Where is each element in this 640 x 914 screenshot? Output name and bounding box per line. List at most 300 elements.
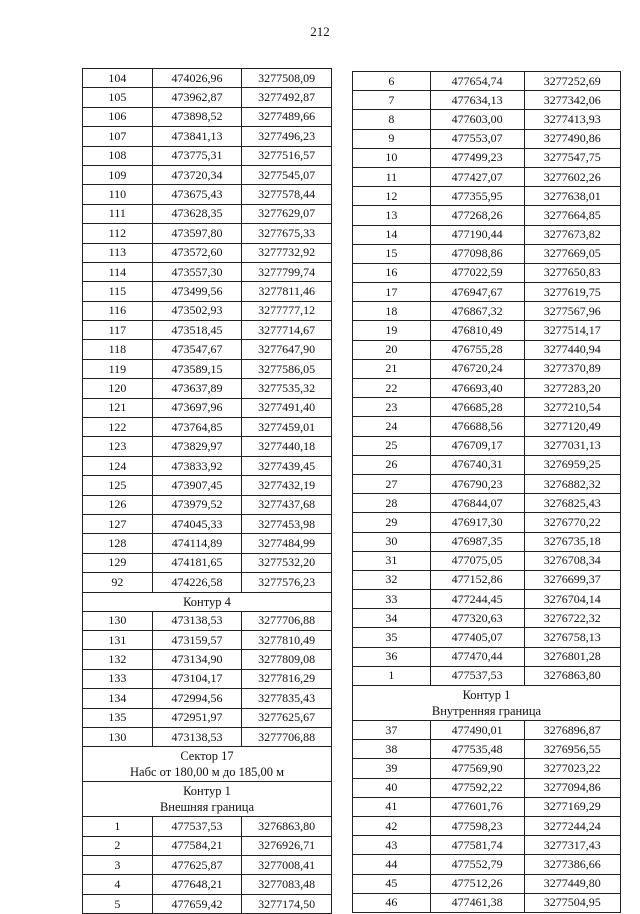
table-row xyxy=(353,759,621,778)
table-row xyxy=(353,398,621,417)
x-coordinate: 477634,13 xyxy=(430,91,524,110)
y-coordinate: 3277650,83 xyxy=(524,263,620,282)
y-coordinate: 3277437,68 xyxy=(242,495,332,514)
y-coordinate: 3277516,57 xyxy=(242,146,332,165)
x-coordinate: 474181,65 xyxy=(152,553,242,572)
x-coordinate: 473898,52 xyxy=(152,107,242,126)
point-number: 17 xyxy=(353,283,431,302)
point-number: 24 xyxy=(353,417,431,436)
x-coordinate: 473104,17 xyxy=(152,669,242,688)
table-row xyxy=(353,647,621,666)
table-row xyxy=(353,532,621,551)
y-coordinate: 3277706,88 xyxy=(242,727,332,746)
table-row xyxy=(353,474,621,493)
table-row xyxy=(83,611,332,630)
table-row xyxy=(353,893,621,912)
table-row xyxy=(353,666,621,685)
y-coordinate: 3277532,20 xyxy=(242,553,332,572)
y-coordinate: 3276956,55 xyxy=(524,740,620,759)
y-coordinate: 3276863,80 xyxy=(524,666,620,685)
point-number: 46 xyxy=(353,893,431,912)
x-coordinate: 473675,43 xyxy=(152,185,242,204)
table-row xyxy=(83,875,332,894)
y-coordinate: 3276758,13 xyxy=(524,628,620,647)
y-coordinate: 3277492,87 xyxy=(242,88,332,107)
point-number: 35 xyxy=(353,628,431,647)
x-coordinate: 477470,44 xyxy=(430,647,524,666)
table-row xyxy=(353,340,621,359)
x-coordinate: 477152,86 xyxy=(430,570,524,589)
point-number: 15 xyxy=(353,244,431,263)
y-coordinate: 3277706,88 xyxy=(242,611,332,630)
x-coordinate: 476947,67 xyxy=(430,283,524,302)
table-row xyxy=(353,91,621,110)
table-row xyxy=(353,551,621,570)
y-coordinate: 3276959,25 xyxy=(524,455,620,474)
x-coordinate: 473775,31 xyxy=(152,146,242,165)
x-coordinate: 477499,23 xyxy=(430,148,524,167)
x-coordinate: 477075,05 xyxy=(430,551,524,570)
point-number: 28 xyxy=(353,494,431,513)
point-number: 5 xyxy=(83,894,153,913)
point-number: 127 xyxy=(83,514,153,533)
x-coordinate: 473138,53 xyxy=(152,611,242,630)
x-coordinate: 473138,53 xyxy=(152,727,242,746)
point-number: 6 xyxy=(353,72,431,91)
table-row xyxy=(353,379,621,398)
y-coordinate: 3276825,43 xyxy=(524,494,620,513)
point-number: 32 xyxy=(353,570,431,589)
table-row xyxy=(83,262,332,281)
table-row xyxy=(353,283,621,302)
point-number: 4 xyxy=(83,875,153,894)
y-coordinate: 3277602,26 xyxy=(524,167,620,186)
y-coordinate: 3277252,69 xyxy=(524,72,620,91)
table-row xyxy=(83,650,332,669)
point-number: 123 xyxy=(83,437,153,456)
point-number: 116 xyxy=(83,301,153,320)
table-row xyxy=(83,689,332,708)
table-row xyxy=(83,321,332,340)
y-coordinate: 3277439,45 xyxy=(242,456,332,475)
y-coordinate: 3277504,95 xyxy=(524,893,620,912)
y-coordinate: 3277578,44 xyxy=(242,185,332,204)
table-row xyxy=(353,244,621,263)
y-coordinate: 3277489,66 xyxy=(242,107,332,126)
point-number: 36 xyxy=(353,647,431,666)
point-number: 105 xyxy=(83,88,153,107)
point-number: 126 xyxy=(83,495,153,514)
table-row xyxy=(353,302,621,321)
x-coordinate: 476867,32 xyxy=(430,302,524,321)
y-coordinate: 3277586,05 xyxy=(242,359,332,378)
y-coordinate: 3277023,22 xyxy=(524,759,620,778)
x-coordinate: 473572,60 xyxy=(152,243,242,262)
x-coordinate: 473697,96 xyxy=(152,398,242,417)
x-coordinate: 473637,89 xyxy=(152,379,242,398)
table-row xyxy=(353,167,621,186)
table-row xyxy=(83,630,332,649)
y-coordinate: 3276770,22 xyxy=(524,513,620,532)
table-row xyxy=(83,165,332,184)
y-coordinate: 3277811,46 xyxy=(242,282,332,301)
table-row xyxy=(353,570,621,589)
y-coordinate: 3276882,32 xyxy=(524,474,620,493)
point-number: 27 xyxy=(353,474,431,493)
x-coordinate: 477320,63 xyxy=(430,609,524,628)
point-number: 44 xyxy=(353,855,431,874)
x-coordinate: 473159,57 xyxy=(152,630,242,649)
y-coordinate: 3277317,43 xyxy=(524,836,620,855)
x-coordinate: 473547,67 xyxy=(152,340,242,359)
x-coordinate: 474026,96 xyxy=(152,69,242,88)
x-coordinate: 477552,79 xyxy=(430,855,524,874)
table-row xyxy=(83,340,332,359)
x-coordinate: 477603,00 xyxy=(430,110,524,129)
point-number: 110 xyxy=(83,185,153,204)
x-coordinate: 473134,90 xyxy=(152,650,242,669)
y-coordinate: 3276863,80 xyxy=(242,817,332,836)
x-coordinate: 477427,07 xyxy=(430,167,524,186)
x-coordinate: 473841,13 xyxy=(152,127,242,146)
table-row xyxy=(83,146,332,165)
x-coordinate: 477461,38 xyxy=(430,893,524,912)
y-coordinate: 3277638,01 xyxy=(524,187,620,206)
point-number: 92 xyxy=(83,573,153,592)
point-number: 134 xyxy=(83,689,153,708)
x-coordinate: 473597,80 xyxy=(152,224,242,243)
x-coordinate: 473499,56 xyxy=(152,282,242,301)
point-number: 22 xyxy=(353,379,431,398)
x-coordinate: 476917,30 xyxy=(430,513,524,532)
left-coordinates-table xyxy=(82,68,332,914)
point-number: 33 xyxy=(353,590,431,609)
table-row xyxy=(353,321,621,340)
point-number: 37 xyxy=(353,721,431,740)
table-row xyxy=(83,836,332,855)
point-number: 19 xyxy=(353,321,431,340)
x-coordinate: 477648,21 xyxy=(152,875,242,894)
table-row xyxy=(353,148,621,167)
point-number: 106 xyxy=(83,107,153,126)
y-coordinate: 3276704,14 xyxy=(524,590,620,609)
table-row xyxy=(83,669,332,688)
table-row xyxy=(353,206,621,225)
point-number: 133 xyxy=(83,669,153,688)
point-number: 11 xyxy=(353,167,431,186)
y-coordinate: 3277496,23 xyxy=(242,127,332,146)
table-row xyxy=(83,301,332,320)
x-coordinate: 477490,01 xyxy=(430,721,524,740)
x-coordinate: 476709,17 xyxy=(430,436,524,455)
x-coordinate: 477553,07 xyxy=(430,129,524,148)
point-number: 31 xyxy=(353,551,431,570)
x-coordinate: 476740,31 xyxy=(430,455,524,474)
point-number: 18 xyxy=(353,302,431,321)
y-coordinate: 3277567,96 xyxy=(524,302,620,321)
y-coordinate: 3277031,13 xyxy=(524,436,620,455)
y-coordinate: 3277008,41 xyxy=(242,856,332,875)
point-number: 39 xyxy=(353,759,431,778)
point-number: 129 xyxy=(83,553,153,572)
x-coordinate: 477405,07 xyxy=(430,628,524,647)
contour-1-subtitle: Внешняя граница xyxy=(159,800,255,815)
y-coordinate: 3277432,19 xyxy=(242,476,332,495)
x-coordinate: 477659,42 xyxy=(152,894,242,913)
y-coordinate: 3277547,75 xyxy=(524,148,620,167)
point-number: 130 xyxy=(83,611,153,630)
y-coordinate: 3276722,32 xyxy=(524,609,620,628)
table-row xyxy=(83,514,332,533)
point-number: 112 xyxy=(83,224,153,243)
table-row xyxy=(353,494,621,513)
y-coordinate: 3277244,24 xyxy=(524,816,620,835)
y-coordinate: 3277799,74 xyxy=(242,262,332,281)
y-coordinate: 3277675,33 xyxy=(242,224,332,243)
y-coordinate: 3277816,29 xyxy=(242,669,332,688)
x-coordinate: 473833,92 xyxy=(152,456,242,475)
point-number: 117 xyxy=(83,321,153,340)
x-coordinate: 477355,95 xyxy=(430,187,524,206)
x-coordinate: 477625,87 xyxy=(152,856,242,875)
table-row xyxy=(83,894,332,913)
x-coordinate: 477601,76 xyxy=(430,797,524,816)
x-coordinate: 476693,40 xyxy=(430,379,524,398)
table-row xyxy=(353,778,621,797)
table-row xyxy=(83,727,332,746)
y-coordinate: 3277283,20 xyxy=(524,379,620,398)
x-coordinate: 474226,58 xyxy=(152,573,242,592)
table-row xyxy=(353,628,621,647)
table-row xyxy=(83,553,332,572)
y-coordinate: 3277809,08 xyxy=(242,650,332,669)
y-coordinate: 3277714,67 xyxy=(242,321,332,340)
x-coordinate: 476755,28 xyxy=(430,340,524,359)
x-coordinate: 473764,85 xyxy=(152,418,242,437)
x-coordinate: 473979,52 xyxy=(152,495,242,514)
point-number: 107 xyxy=(83,127,153,146)
contour-1-heading xyxy=(83,782,332,817)
x-coordinate: 477584,21 xyxy=(152,836,242,855)
y-coordinate: 3277449,80 xyxy=(524,874,620,893)
y-coordinate: 3276926,71 xyxy=(242,836,332,855)
point-number: 16 xyxy=(353,263,431,282)
x-coordinate: 476688,56 xyxy=(430,417,524,436)
y-coordinate: 3277174,50 xyxy=(242,894,332,913)
y-coordinate: 3277169,29 xyxy=(524,797,620,816)
point-number: 114 xyxy=(83,262,153,281)
point-number: 10 xyxy=(353,148,431,167)
point-number: 130 xyxy=(83,727,153,746)
y-coordinate: 3277490,86 xyxy=(524,129,620,148)
point-number: 115 xyxy=(83,282,153,301)
point-number: 132 xyxy=(83,650,153,669)
table-row xyxy=(83,456,332,475)
y-coordinate: 3277777,12 xyxy=(242,301,332,320)
y-coordinate: 3277625,67 xyxy=(242,708,332,727)
point-number: 12 xyxy=(353,187,431,206)
table-row xyxy=(83,282,332,301)
contour-1-title: Контур 1 xyxy=(183,784,231,799)
right-coordinates-table xyxy=(352,71,621,913)
x-coordinate: 476844,07 xyxy=(430,494,524,513)
y-coordinate: 3277120,49 xyxy=(524,417,620,436)
x-coordinate: 477535,48 xyxy=(430,740,524,759)
x-coordinate: 473557,30 xyxy=(152,262,242,281)
y-coordinate: 3277619,75 xyxy=(524,283,620,302)
table-row xyxy=(353,855,621,874)
y-coordinate: 3277835,43 xyxy=(242,689,332,708)
y-coordinate: 3277083,48 xyxy=(242,875,332,894)
sector-subtitle: Набс от 180,00 м до 185,00 м xyxy=(130,765,284,780)
y-coordinate: 3276699,37 xyxy=(524,570,620,589)
table-row xyxy=(353,110,621,129)
y-coordinate: 3276896,87 xyxy=(524,721,620,740)
table-row xyxy=(353,590,621,609)
table-row xyxy=(83,359,332,378)
x-coordinate: 477654,74 xyxy=(430,72,524,91)
point-number: 38 xyxy=(353,740,431,759)
x-coordinate: 477190,44 xyxy=(430,225,524,244)
table-row xyxy=(83,69,332,88)
point-number: 1 xyxy=(83,817,153,836)
x-coordinate: 472994,56 xyxy=(152,689,242,708)
table-row xyxy=(83,243,332,262)
point-number: 109 xyxy=(83,165,153,184)
point-number: 113 xyxy=(83,243,153,262)
point-number: 119 xyxy=(83,359,153,378)
y-coordinate: 3277664,85 xyxy=(524,206,620,225)
point-number: 135 xyxy=(83,708,153,727)
x-coordinate: 477022,59 xyxy=(430,263,524,282)
table-row xyxy=(353,187,621,206)
y-coordinate: 3277440,94 xyxy=(524,340,620,359)
table-row xyxy=(353,417,621,436)
point-number: 30 xyxy=(353,532,431,551)
table-row xyxy=(353,609,621,628)
y-coordinate: 3277413,93 xyxy=(524,110,620,129)
point-number: 20 xyxy=(353,340,431,359)
point-number: 111 xyxy=(83,204,153,223)
inner-contour-subtitle: Внутренняя граница xyxy=(431,704,542,718)
x-coordinate: 473518,45 xyxy=(152,321,242,340)
x-coordinate: 477581,74 xyxy=(430,836,524,855)
y-coordinate: 3277386,66 xyxy=(524,855,620,874)
y-coordinate: 3277732,92 xyxy=(242,243,332,262)
point-number: 1 xyxy=(353,666,431,685)
y-coordinate: 3277810,49 xyxy=(242,630,332,649)
x-coordinate: 477598,23 xyxy=(430,816,524,835)
y-coordinate: 3277210,54 xyxy=(524,398,620,417)
y-coordinate: 3277669,05 xyxy=(524,244,620,263)
point-number: 14 xyxy=(353,225,431,244)
x-coordinate: 474114,89 xyxy=(152,534,242,553)
y-coordinate: 3277647,90 xyxy=(242,340,332,359)
table-row xyxy=(353,72,621,91)
table-row xyxy=(353,721,621,740)
x-coordinate: 477569,90 xyxy=(430,759,524,778)
point-number: 121 xyxy=(83,398,153,417)
y-coordinate: 3277459,01 xyxy=(242,418,332,437)
point-number: 124 xyxy=(83,456,153,475)
table-row xyxy=(353,129,621,148)
point-number: 21 xyxy=(353,359,431,378)
point-number: 128 xyxy=(83,534,153,553)
x-coordinate: 476720,24 xyxy=(430,359,524,378)
point-number: 7 xyxy=(353,91,431,110)
y-coordinate: 3276735,18 xyxy=(524,532,620,551)
x-coordinate: 477537,53 xyxy=(430,666,524,685)
y-coordinate: 3277508,09 xyxy=(242,69,332,88)
table-row xyxy=(83,708,332,727)
point-number: 9 xyxy=(353,129,431,148)
table-row xyxy=(353,816,621,835)
point-number: 23 xyxy=(353,398,431,417)
x-coordinate: 472951,97 xyxy=(152,708,242,727)
x-coordinate: 473962,87 xyxy=(152,88,242,107)
table-row xyxy=(83,437,332,456)
point-number: 131 xyxy=(83,630,153,649)
point-number: 125 xyxy=(83,476,153,495)
x-coordinate: 477592,22 xyxy=(430,778,524,797)
table-row xyxy=(83,534,332,553)
point-number: 104 xyxy=(83,69,153,88)
table-row xyxy=(83,107,332,126)
table-row xyxy=(83,573,332,592)
point-number: 34 xyxy=(353,609,431,628)
y-coordinate: 3277484,99 xyxy=(242,534,332,553)
y-coordinate: 3277545,07 xyxy=(242,165,332,184)
table-row xyxy=(83,398,332,417)
x-coordinate: 473720,34 xyxy=(152,165,242,184)
y-coordinate: 3277491,40 xyxy=(242,398,332,417)
point-number: 25 xyxy=(353,436,431,455)
x-coordinate: 477512,26 xyxy=(430,874,524,893)
x-coordinate: 474045,33 xyxy=(152,514,242,533)
point-number: 13 xyxy=(353,206,431,225)
y-coordinate: 3277342,06 xyxy=(524,91,620,110)
table-row xyxy=(83,88,332,107)
point-number: 8 xyxy=(353,110,431,129)
point-number: 42 xyxy=(353,816,431,835)
y-coordinate: 3277370,89 xyxy=(524,359,620,378)
table-row xyxy=(353,359,621,378)
table-row xyxy=(353,836,621,855)
table-row xyxy=(83,224,332,243)
table-row xyxy=(83,817,332,836)
y-coordinate: 3276801,28 xyxy=(524,647,620,666)
x-coordinate: 477098,86 xyxy=(430,244,524,263)
table-row xyxy=(83,379,332,398)
point-number: 45 xyxy=(353,874,431,893)
point-number: 3 xyxy=(83,856,153,875)
y-coordinate: 3277094,86 xyxy=(524,778,620,797)
x-coordinate: 473829,97 xyxy=(152,437,242,456)
table-row xyxy=(353,874,621,893)
table-row xyxy=(353,225,621,244)
x-coordinate: 476810,49 xyxy=(430,321,524,340)
point-number: 43 xyxy=(353,836,431,855)
sector-title: Сектор 17 xyxy=(180,749,234,764)
table-row xyxy=(353,797,621,816)
y-coordinate: 3277514,17 xyxy=(524,321,620,340)
table-row xyxy=(83,418,332,437)
point-number: 41 xyxy=(353,797,431,816)
table-row xyxy=(353,436,621,455)
x-coordinate: 473907,45 xyxy=(152,476,242,495)
y-coordinate: 3277576,23 xyxy=(242,573,332,592)
inner-contour-title: Контур 1 xyxy=(462,688,511,702)
